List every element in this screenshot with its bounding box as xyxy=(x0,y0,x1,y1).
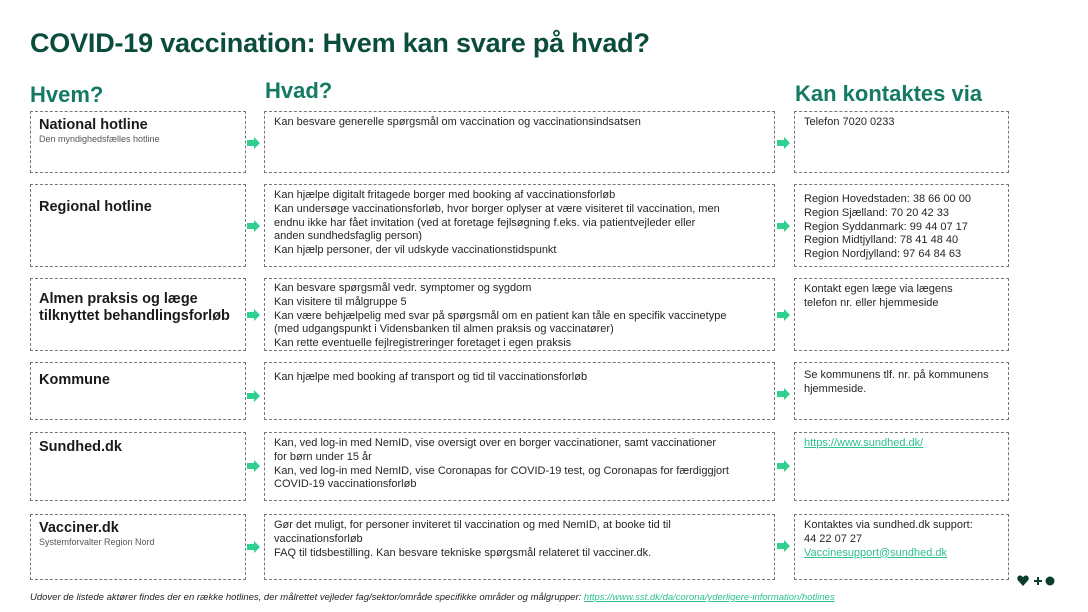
page-title: COVID-19 vaccination: Hvem kan svare på hvad? xyxy=(30,28,650,58)
what-line: Kan rette eventuelle fejlregistreringer foretaget i egen praksis xyxy=(274,337,572,350)
via-cell-almen-praksis xyxy=(794,278,1009,351)
what-cell-vacciner-dk xyxy=(264,514,775,580)
arrow-right-icon xyxy=(247,460,260,472)
who-subtitle: Systemforvalter Region Nord xyxy=(39,537,155,547)
heart-icon xyxy=(1017,576,1028,587)
what-line: Kan besvare generelle spørgsmål om vaccination og vaccinationsindsatsen xyxy=(274,116,641,128)
via-line: Region Midtjylland: 78 41 48 40 xyxy=(804,234,959,247)
via-cell-vacciner-dk xyxy=(794,514,1009,580)
what-line: FAQ til tidsbestilling. Kan besvare tekniske spørgsmål relateret til vacciner.dk. xyxy=(274,546,652,559)
footer-hotlines-link[interactable]: https://www.sst.dk/da/corona/yderligere-information/hotlines xyxy=(583,592,835,603)
column-heading-who: Hvem? xyxy=(30,82,104,107)
vaccinesupport-email-link[interactable]: Vaccinesupport@sundhed.dk xyxy=(804,546,948,559)
who-cell-kommune xyxy=(30,362,246,420)
what-line: Kan, ved log-in med NemID, vise Coronapas for COVID-19 test, og Coronapas for færdiggjort xyxy=(274,464,729,477)
via-line: Region Nordjylland: 97 64 84 63 xyxy=(804,248,962,261)
what-line: Kan visitere til målgruppe 5 xyxy=(274,295,407,308)
arrow-right-icon xyxy=(777,137,790,149)
arrow-right-icon xyxy=(247,390,260,402)
who-subtitle: Den myndighedsfælles hotline xyxy=(39,134,160,144)
footer-note xyxy=(30,592,835,603)
via-line: telefon nr. eller hjemmeside xyxy=(804,296,939,309)
what-line: anden sundhedsfaglig person) xyxy=(274,230,423,243)
what-line: Kan, ved log-in med NemID, vise oversigt over en borger vaccinationer, samt vaccinationer xyxy=(274,437,717,449)
what-line: endnu ikke har fået invitation (ved at foretage fejlsøgning f.eks. via patientvejleder eller xyxy=(274,216,696,229)
logo xyxy=(1017,574,1057,588)
who-name: National hotline xyxy=(39,117,148,133)
via-line: Se kommunens tlf. nr. på kommunens xyxy=(804,369,989,381)
via-line: hjemmeside. xyxy=(804,382,867,395)
arrow-right-icon xyxy=(777,460,790,472)
arrow-right-icon xyxy=(247,220,260,232)
what-line: Kan hjælp personer, der vil udskyde vaccinationstidspunkt xyxy=(274,244,557,257)
what-line: Kan besvare spørgsmål vedr. symptomer og sygdom xyxy=(274,282,532,294)
via-line: 44 22 07 27 xyxy=(804,532,863,545)
what-line: COVID-19 vaccinationsforløb xyxy=(274,478,417,491)
who-cell-vacciner-dk xyxy=(30,514,246,580)
column-heading-what: Hvad? xyxy=(265,78,333,103)
sundhed-dk-link[interactable]: https://www.sundhed.dk/ xyxy=(804,437,924,449)
via-line: Telefon 7020 0233 xyxy=(804,116,895,128)
who-name: Vacciner.dk xyxy=(39,520,119,536)
what-line: Gør det muligt, for personer inviteret til vaccination og med NemID, at booke tid til xyxy=(274,519,671,531)
arrow-right-icon xyxy=(777,309,790,321)
arrow-right-icon xyxy=(247,309,260,321)
arrow-right-icon xyxy=(777,220,790,232)
what-cell-regional-hotline xyxy=(264,184,775,267)
what-cell-kommune xyxy=(264,362,775,420)
via-cell-kommune xyxy=(794,362,1009,420)
column-heading-via: Kan kontaktes via xyxy=(795,81,983,106)
who-cell-sundhed-dk xyxy=(30,432,246,501)
who-cell-regional-hotline xyxy=(30,184,246,267)
footer-text: Udover de listede aktører findes der en række hotlines, der målrettet vejleder fag/sektor/område specifikke områder og målgrupper: xyxy=(30,592,584,603)
via-line: Region Hovedstaden: 38 66 00 00 xyxy=(804,193,971,205)
what-line: vaccinationsforløb xyxy=(274,532,363,545)
arrow-right-icon xyxy=(777,388,790,400)
who-cell-almen-praksis xyxy=(30,278,246,351)
what-cell-national-hotline xyxy=(264,111,775,173)
what-cell-almen-praksis xyxy=(264,278,775,351)
via-line: Region Sjælland: 70 20 42 33 xyxy=(804,206,949,219)
via-line: Kontakt egen læge via lægens xyxy=(804,283,953,295)
who-cell-national-hotline xyxy=(30,111,246,173)
via-cell-regional-hotline xyxy=(794,184,1009,267)
who-name: Almen praksis og læge tilknyttet behandlingsforløb xyxy=(39,291,230,324)
who-name: Sundhed.dk xyxy=(39,439,122,455)
via-line: Region Syddanmark: 99 44 07 17 xyxy=(804,220,968,233)
via-cell-national-hotline xyxy=(794,111,1009,173)
plus-icon xyxy=(1034,577,1042,585)
who-name: Regional hotline xyxy=(39,199,152,215)
arrow-right-icon xyxy=(247,541,260,553)
what-line: (med udgangspunkt i Vidensbanken til almen praksis og vaccinatører) xyxy=(274,323,614,336)
arrow-right-icon xyxy=(247,137,260,149)
what-line: for børn under 15 år xyxy=(274,450,372,463)
via-cell-sundhed-dk xyxy=(794,432,1009,501)
what-cell-sundhed-dk xyxy=(264,432,775,501)
via-line: Kontaktes via sundhed.dk support: xyxy=(804,519,973,531)
who-name: Kommune xyxy=(39,372,110,388)
what-line: Kan hjælpe digitalt fritagede borger med booking af vaccinationsforløb xyxy=(274,189,616,201)
arrow-right-icon xyxy=(777,540,790,552)
circle-icon xyxy=(1046,577,1055,586)
what-line: Kan være behjælpelig med svar på spørgsmål om en patient kan tåle en specifik vaccinetype xyxy=(274,309,727,322)
what-line: Kan hjælpe med booking af transport og tid til vaccinationsforløb xyxy=(274,371,588,383)
what-line: Kan undersøge vaccinationsforløb, hvor borger oplyser at være visiteret til vaccination, men xyxy=(274,202,720,215)
